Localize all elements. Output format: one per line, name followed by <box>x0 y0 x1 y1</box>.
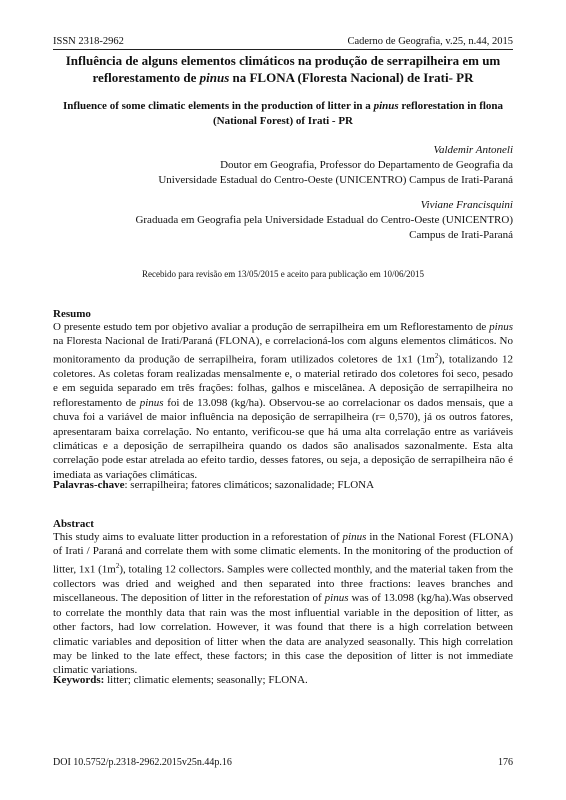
author-affiliation: Campus de Irati-Paraná <box>409 229 513 241</box>
page-footer <box>53 757 513 769</box>
abstract-heading: Abstract <box>53 518 94 530</box>
header-rule <box>53 49 513 50</box>
keywords-label: Keywords: <box>53 674 105 686</box>
journal-citation: Caderno de Geografia, v.25, n.44, 2015 <box>347 36 513 47</box>
author-affiliation: Doutor em Geografia, Professor do Departamento de Geografia da <box>220 159 513 171</box>
palavras-chave <box>53 478 513 492</box>
author-affiliation: Universidade Estadual do Centro-Oeste (UNICENTRO) Campus de Irati-Paraná <box>158 174 513 186</box>
page-number: 176 <box>498 757 513 768</box>
title-english: Influence of some climatic elements in the production of litter in a pinus reflorestation in flona (National Forest) of Irati - PR <box>62 100 504 127</box>
title-portuguese: Influência de alguns elementos climáticos na produção de serrapilheira em um reflorestamento de pinus na FLONA (Floresta Nacional) de Irati- PR <box>65 53 501 85</box>
issn: ISSN 2318-2962 <box>53 36 124 47</box>
author-name: Valdemir Antoneli <box>433 144 513 156</box>
running-header <box>53 35 513 48</box>
author-1 <box>53 143 513 188</box>
doi: DOI 10.5752/p.2318-2962.2015v25n.44p.16 <box>53 757 232 768</box>
resumo-heading: Resumo <box>53 308 91 320</box>
keywords <box>53 673 513 687</box>
received-date: Recebido para revisão em 13/05/2015 e aceito para publicação em 10/06/2015 <box>142 269 424 279</box>
author-2 <box>53 198 513 243</box>
keywords-list: : serrapilheira; fatores climáticos; sazonalidade; FLONA <box>124 479 375 491</box>
abstract-text: This study aims to evaluate litter production in a reforestation of pinus in the National Forest (FLONA) of Irati / Paraná and correlate them with some climatic elements. In the monitoring of the production of litter, 1x1 $(1m^2)$, totaling 12 collectors. Samples were collected monthly, and the material taken from the collectors was dried and weighed and then separated into three fractions: leaves branches and miscellaneous. The deposition of litter in the reforestation of pinus was of 13.098 (kg/ha).Was observed to correlate the monthly data that rain was the most influential variable in the deposition of litter, as other factors, had low correlation. However, it was found that there is a high correlation between climatic variables and deposition of litter when the data are analyzed seasonally. This high correlation may be linked to the late effect, these factors; in this case the deposition of litter is not immediate climatic variations. <box>53 531 513 677</box>
keywords-label: Palavras-chave <box>53 479 125 491</box>
author-affiliation: Graduada em Geografia pela Universidade Estadual do Centro-Oeste (UNICENTRO) <box>135 214 513 226</box>
keywords-list: litter; climatic elements; seasonally; FLONA. <box>104 674 308 686</box>
resumo-text: O presente estudo tem por objetivo avaliar a produção de serrapilheira em um Reflorestamento de pinus na Floresta Nacional de Irati/Paraná (FLONA), e correlacioná-los com alguns elementos climáticos. No monitoramento da produção de serrapilheira, foram utilizados coletores de 1x1 $(1m^2)$, totalizando 12 coletores. As coletas foram realizadas mensalmente e, o material retirado dos coletores foi seco, pesado e em seguida separado em três frações: folhas, galhos e miscelânea. A deposição de serrapilheira no reflorestamento de pinus foi de 13.098 (kg/ha). Observou-se ao correlacionar os dados mensais, que a chuva foi a variável de maior influência na deposição de serrapilheira (r= 0,570), já os outros fatores, apresentaram baixa correlação. No entanto, verificou-se que há uma alta correlação entre as variáveis climáticas e a deposição de serrapilheira quando os dados são analisados sazonalmente. Esta alta correlação pode estar atrelada ao efeito tardio, desses fatores, ou seja, a deposição de serrapilheira não é imediata as variações climáticas. <box>53 321 514 481</box>
author-name: Viviane Francisquini <box>420 199 513 211</box>
